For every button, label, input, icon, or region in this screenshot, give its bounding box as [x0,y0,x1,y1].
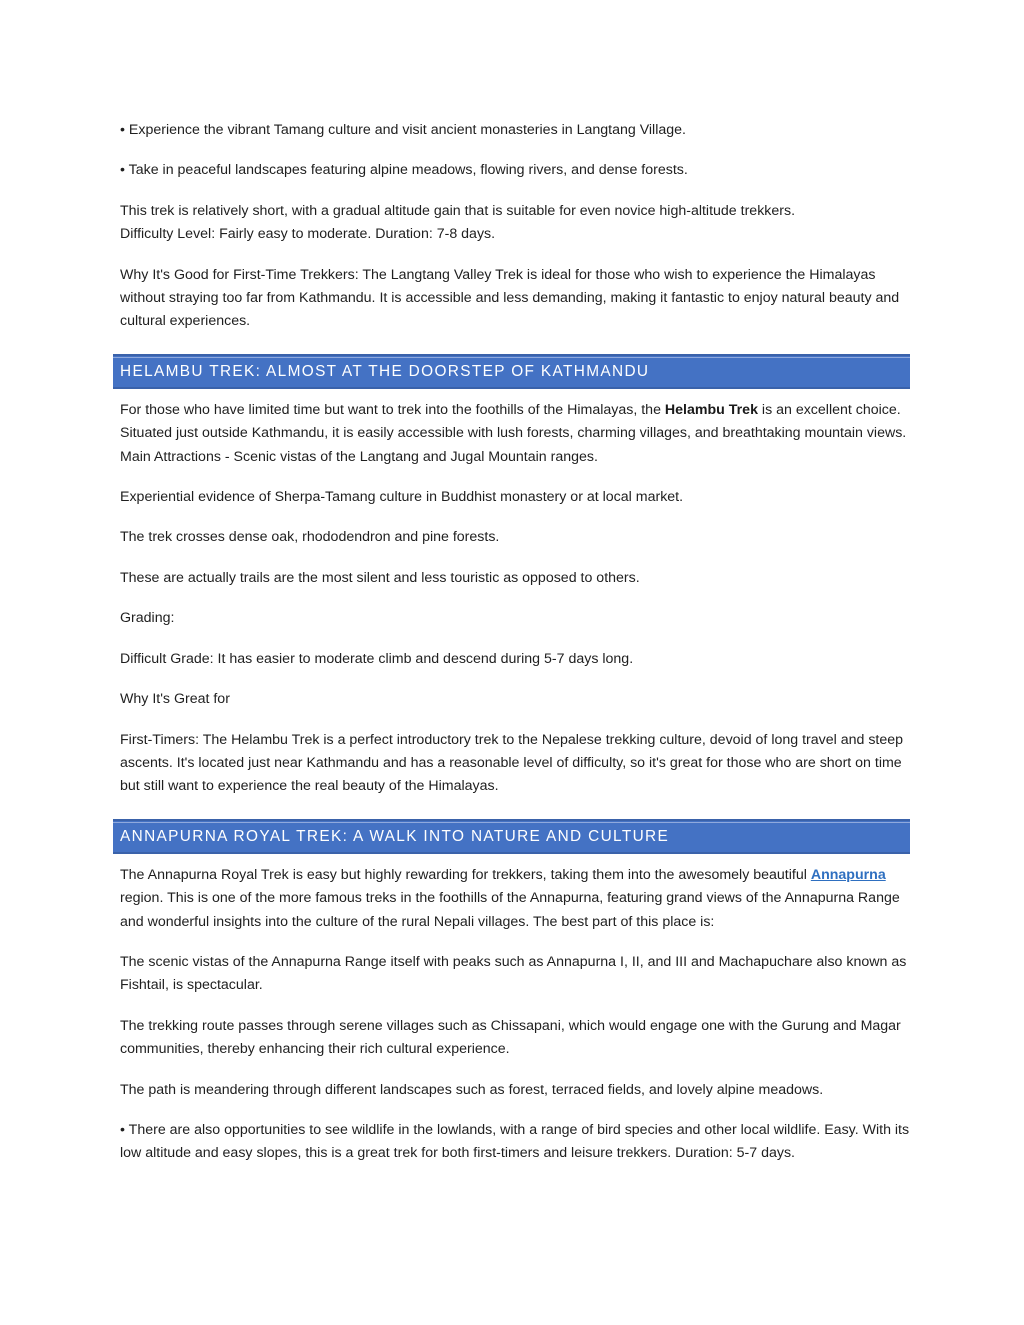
paragraph-helambu-intro [120,399,910,469]
paragraph-trek-difficulty-line2: Difficulty Level: Fairly easy to moderate. Duration: 7-8 days. [120,226,496,243]
paragraph-why-great-for: Why It's Great for [120,691,230,708]
paragraph-trek-difficulty-line1: This trek is relatively short, with a gradual altitude gain that is suitable for even novice high-altitude trekkers. [120,202,796,219]
section-heading-annapurna [113,819,910,854]
paragraph-annapurna-intro [120,864,910,934]
section-heading-annapurna-text: ANNAPURNA ROYAL TREK: A WALK INTO NATURE AND CULTURE [120,827,670,845]
section-heading-helambu [113,354,910,389]
annapurna-intro-text-a: The Annapurna Royal Trek is easy but highly rewarding for trekkers, taking them into the awesomely beautiful [120,866,811,883]
paragraph-grading: Grading: [120,610,175,627]
paragraph-sherpa-tamang: Experiential evidence of Sherpa-Tamang culture in Buddhist monastery or at local market. [120,489,684,506]
paragraph-forests: The trek crosses dense oak, rhododendron and pine forests. [120,529,500,546]
section-heading-helambu-text: HELAMBU TREK: ALMOST AT THE DOORSTEP OF KATHMANDU [120,362,650,380]
paragraph-why-good-first-time: Why It's Good for First-Time Trekkers: The Langtang Valley Trek is ideal for those who wish to experience the Himalayas without straying too far from Kathmandu. It is accessible and less demanding, making it fantastic to enjoy natural beauty and cultural experiences. [120,266,900,330]
paragraph-scenic-vistas: The scenic vistas of the Annapurna Range itself with peaks such as Annapurna I, II, and III and Machapuchare also known as Fishtail, is spectacular. [120,953,907,994]
annapurna-intro-text-b: region. This is one of the more famous treks in the foothills of the Annapurna, featuring grand views of the Annapurna Range and wonderful insights into the culture of the rural Nepali villages. The best part of this place is: [120,890,900,930]
document-page [120,119,910,1183]
paragraph-trek-difficulty [120,200,910,247]
helambu-intro-text-a: For those who have limited time but want to trek into the foothills of the Himalayas, the [120,401,665,418]
paragraph-silent-trails: These are actually trails are the most silent and less touristic as opposed to others. [120,569,640,586]
paragraph-first-timers: First-Timers: The Helambu Trek is a perfect introductory trek to the Nepalese trekking culture, devoid of long travel and steep ascents. It's located just near Kathmandu and has a reasonable level of difficulty, so it's great for those who are short on time but still want to experience the real beauty of the Himalayas. [120,731,904,795]
bullet-tamang-culture: • Experience the vibrant Tamang culture and visit ancient monasteries in Langtang Village. [120,122,686,138]
paragraph-meandering-path: The path is meandering through different landscapes such as forest, terraced fields, and lovely alpine meadows. [120,1081,824,1098]
paragraph-trekking-route: The trekking route passes through serene villages such as Chissapani, which would engage one with the Gurung and Magar communities, thereby enhancing their rich cultural experience. [120,1017,901,1058]
annapurna-link[interactable]: Annapurna [810,866,886,883]
bullet-peaceful-landscapes: • Take in peaceful landscapes featuring alpine meadows, flowing rivers, and dense forests. [120,162,688,179]
paragraph-difficult-grade: Difficult Grade: It has easier to moderate climb and descend during 5-7 days long. [120,650,634,667]
helambu-intro-text-b: is an excellent choice. Situated just outside Kathmandu, it is easily accessible with lush forests, charming villages, and breathtaking mountain views. Main Attractions - Scenic vistas of the Langtang and Jugal Mountain ranges. [120,401,907,465]
helambu-trek-bold: Helambu Trek [664,401,758,418]
bullet-wildlife: • There are also opportunities to see wildlife in the lowlands, with a range of bird species and other local wildlife. Easy. With its low altitude and easy slopes, this is a great trek for both first-timers and leisure trekkers. Duration: 5-7 days. [120,1121,910,1162]
